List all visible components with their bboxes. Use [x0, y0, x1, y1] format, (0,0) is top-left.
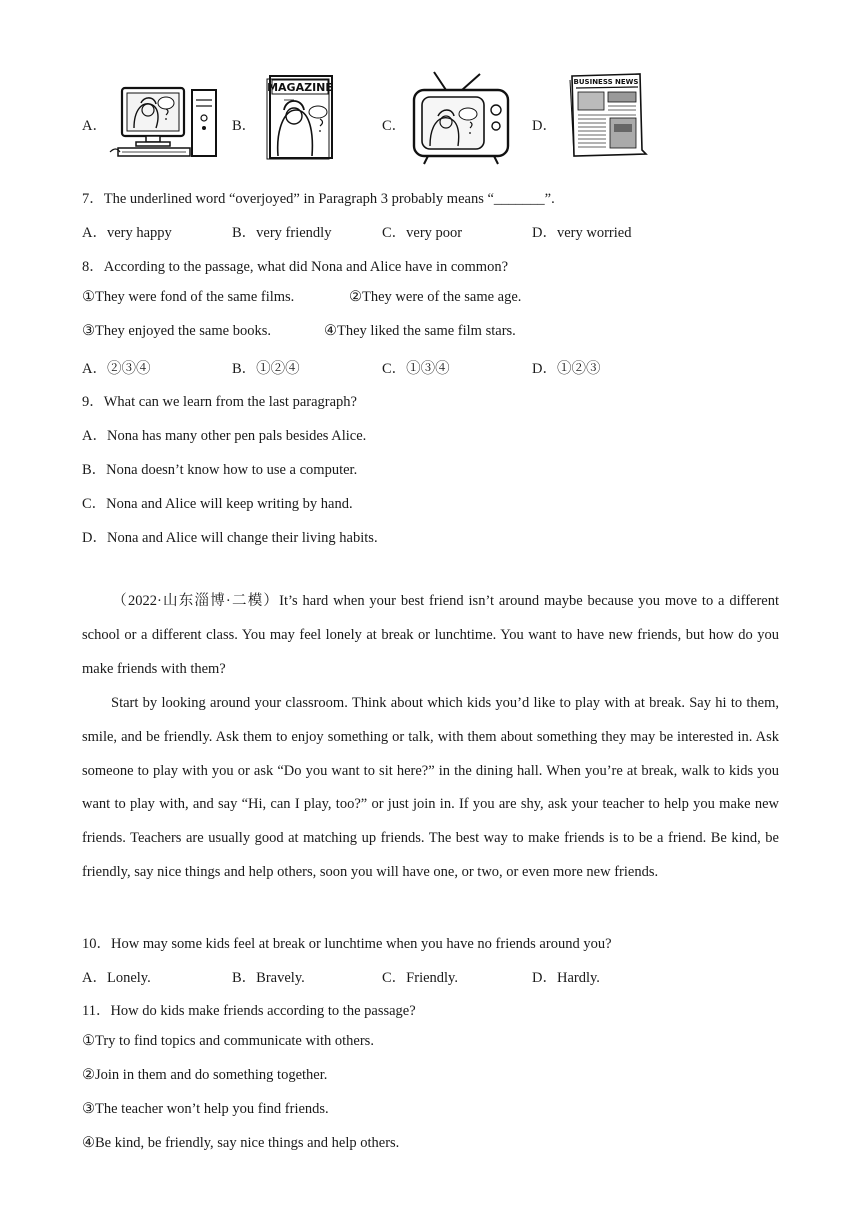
option-b[interactable]: B．very friendly [232, 225, 332, 241]
option-b[interactable]: B．Nona doesn’t know how to use a computer. [82, 462, 358, 478]
newspaper-masthead: BUSINESS NEWS [573, 78, 639, 86]
magazine-cover-title: MAGAZINE [267, 81, 333, 94]
option-b[interactable]: B．①②④ [232, 361, 300, 377]
option-a[interactable]: A．very happy [82, 225, 172, 241]
question-8-stem: 8．According to the passage, what did Nona and Alice have in common? [82, 259, 509, 275]
option-letter: C． [382, 118, 407, 134]
option-c[interactable]: C．very poor [382, 225, 463, 241]
option-a[interactable]: A．Nona has many other pen pals besides Alice. [82, 428, 367, 444]
option-letter: A． [82, 118, 107, 134]
paragraph-text: （2022·山东淄博·二模）It’s hard when your best friend isn’t around maybe because you move to a different school or a different class. You may feel lonely at break or lunchtime. You want to have new friends, but how do you make friends with them? [82, 593, 779, 677]
option-letter: D． [532, 118, 557, 134]
option-c[interactable]: C．Friendly. [382, 970, 458, 986]
question-8-statements-row2 [0, 323, 860, 343]
option-letter: B． [232, 118, 257, 134]
statement-4: ④They liked the same film stars. [324, 323, 516, 339]
magazine-icon [264, 70, 340, 162]
statement-2: ②Join in them and do something together. [82, 1067, 328, 1083]
question-9-stem: 9．What can we learn from the last paragraph? [82, 394, 357, 410]
question-7-options [0, 221, 860, 241]
option-c[interactable]: C．Nona and Alice will keep writing by hand. [82, 496, 353, 512]
statement-3: ③The teacher won’t help you find friends. [82, 1101, 329, 1117]
statement-3: ③They enjoyed the same books. [82, 323, 271, 339]
passage-paragraph-1 [82, 585, 779, 686]
statement-4: ④Be kind, be friendly, say nice things and help others. [82, 1135, 400, 1151]
option-d[interactable]: D．①②③ [532, 361, 601, 377]
option-d[interactable]: D．very worried [532, 225, 632, 241]
option-d[interactable]: D．Hardly. [532, 970, 600, 986]
passage-paragraph-2 [82, 687, 779, 890]
statement-1: ①Try to find topics and communicate with others. [82, 1033, 374, 1049]
question-10-options [0, 966, 860, 986]
computer-icon [108, 70, 226, 162]
question-11-stem: 11．How do kids make friends according to the passage? [82, 1003, 416, 1019]
statement-2: ②They were of the same age. [349, 289, 522, 305]
option-d[interactable]: D．Nona and Alice will change their living habits. [82, 530, 378, 546]
option-b[interactable]: B．Bravely. [232, 970, 305, 986]
television-icon [408, 70, 514, 166]
statement-1: ①They were fond of the same films. [82, 289, 295, 305]
question-7-stem: 7．The underlined word “overjoyed” in Paragraph 3 probably means “_______”. [82, 191, 555, 207]
option-c[interactable]: C．①③④ [382, 361, 450, 377]
newspaper-icon [566, 70, 650, 160]
picture-options-row [0, 70, 860, 170]
question-10-stem: 10．How may some kids feel at break or lunchtime when you have no friends around you? [82, 936, 612, 952]
question-8-statements-row1 [0, 289, 860, 309]
paragraph-text: Start by looking around your classroom. Think about which kids you’d like to play with at break. Say hi to them, smile, and be friendly. Ask them to enjoy something or talk, with them about something they may be interested in. Ask someone to play with you or ask “Do you want to sit here?” in the dining hall. When you’re at break, walk to kids you want to play with, and say “Hi, can I play, too?” or just join in. If you are shy, ask your teacher to help you make new friends. Teachers are usually good at matching up friends. The best way to make friends is to be a friend. Be kind, be friendly, say nice things and help others, soon you will have one, or two, or even more new friends. [82, 695, 779, 880]
option-a[interactable]: A．Lonely. [82, 970, 151, 986]
question-8-options [0, 357, 860, 377]
option-a[interactable]: A．②③④ [82, 361, 151, 377]
